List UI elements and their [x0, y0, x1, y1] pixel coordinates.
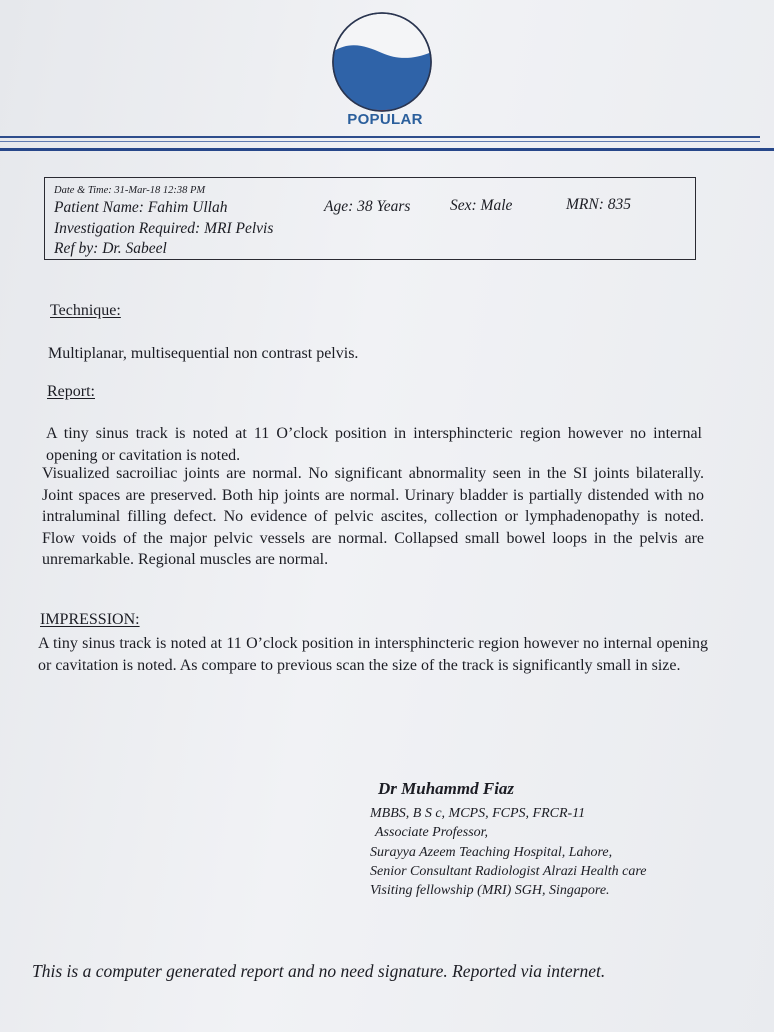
header-rule [0, 136, 760, 138]
report-paragraph-1: A tiny sinus track is noted at 11 O’clock position in intersphincteric region however no internal opening or cavitation is noted. [46, 425, 702, 464]
brand-name: POPULAR [347, 111, 423, 128]
patient-name: Patient Name: Fahim Ullah [54, 199, 228, 216]
header-rule [0, 148, 774, 151]
signatory-details [370, 804, 647, 900]
investigation-required: Investigation Required: MRI Pelvis [54, 220, 274, 237]
signatory-hospital: Surayya Azeem Teaching Hospital, Lahore, [370, 844, 613, 860]
signatory-qualifications: MBBS, B S c, MCPS, FCPS, FRCR-11 [370, 806, 586, 821]
impression-text: A tiny sinus track is noted at 11 O’clock position in intersphincteric region however no internal opening or cavitation is noted. As compare to previous scan the size of the track is significantly small in size. [38, 635, 708, 674]
signatory-name: Dr Muhammd Fiaz [378, 779, 515, 798]
signatory-fellowship: Visiting fellowship (MRI) SGH, Singapore. [370, 883, 610, 899]
footer-note: This is a computer generated report and no need signature. Reported via internet. [32, 961, 606, 981]
report-heading: Report: [47, 383, 95, 400]
referred-by: Ref by: Dr. Sabeel [54, 240, 167, 257]
report-paragraph-2: Visualized sacroiliac joints are normal. No significant abnormality seen in the SI joints bilaterally. Joint spaces are preserved. Both hip joints are normal. Urinary bladder is partially distended with no intraluminal filling defect. No evidence of pelvic ascites, collection or lymphadenopathy is noted. Flow voids of the major pelvic vessels are normal. Collapsed small bowel loops in the pelvis are unremarkable. Regional muscles are normal. [42, 465, 704, 568]
patient-info-box [44, 177, 696, 260]
patient-age: Age: 38 Years [324, 198, 411, 215]
patient-mrn: MRN: 835 [566, 196, 632, 213]
signatory-position: Senior Consultant Radiologist Alrazi Health care [370, 863, 647, 879]
report-datetime: Date & Time: 31-Mar-18 12:38 PM [54, 185, 206, 196]
impression-heading: IMPRESSION: [40, 611, 140, 628]
patient-sex: Sex: Male [450, 197, 513, 214]
technique-heading: Technique: [50, 302, 121, 319]
signatory-title: Associate Professor, [375, 825, 489, 841]
technique-text: Multiplanar, multisequential non contrast pelvis. [48, 345, 359, 362]
header-rule [0, 141, 760, 142]
